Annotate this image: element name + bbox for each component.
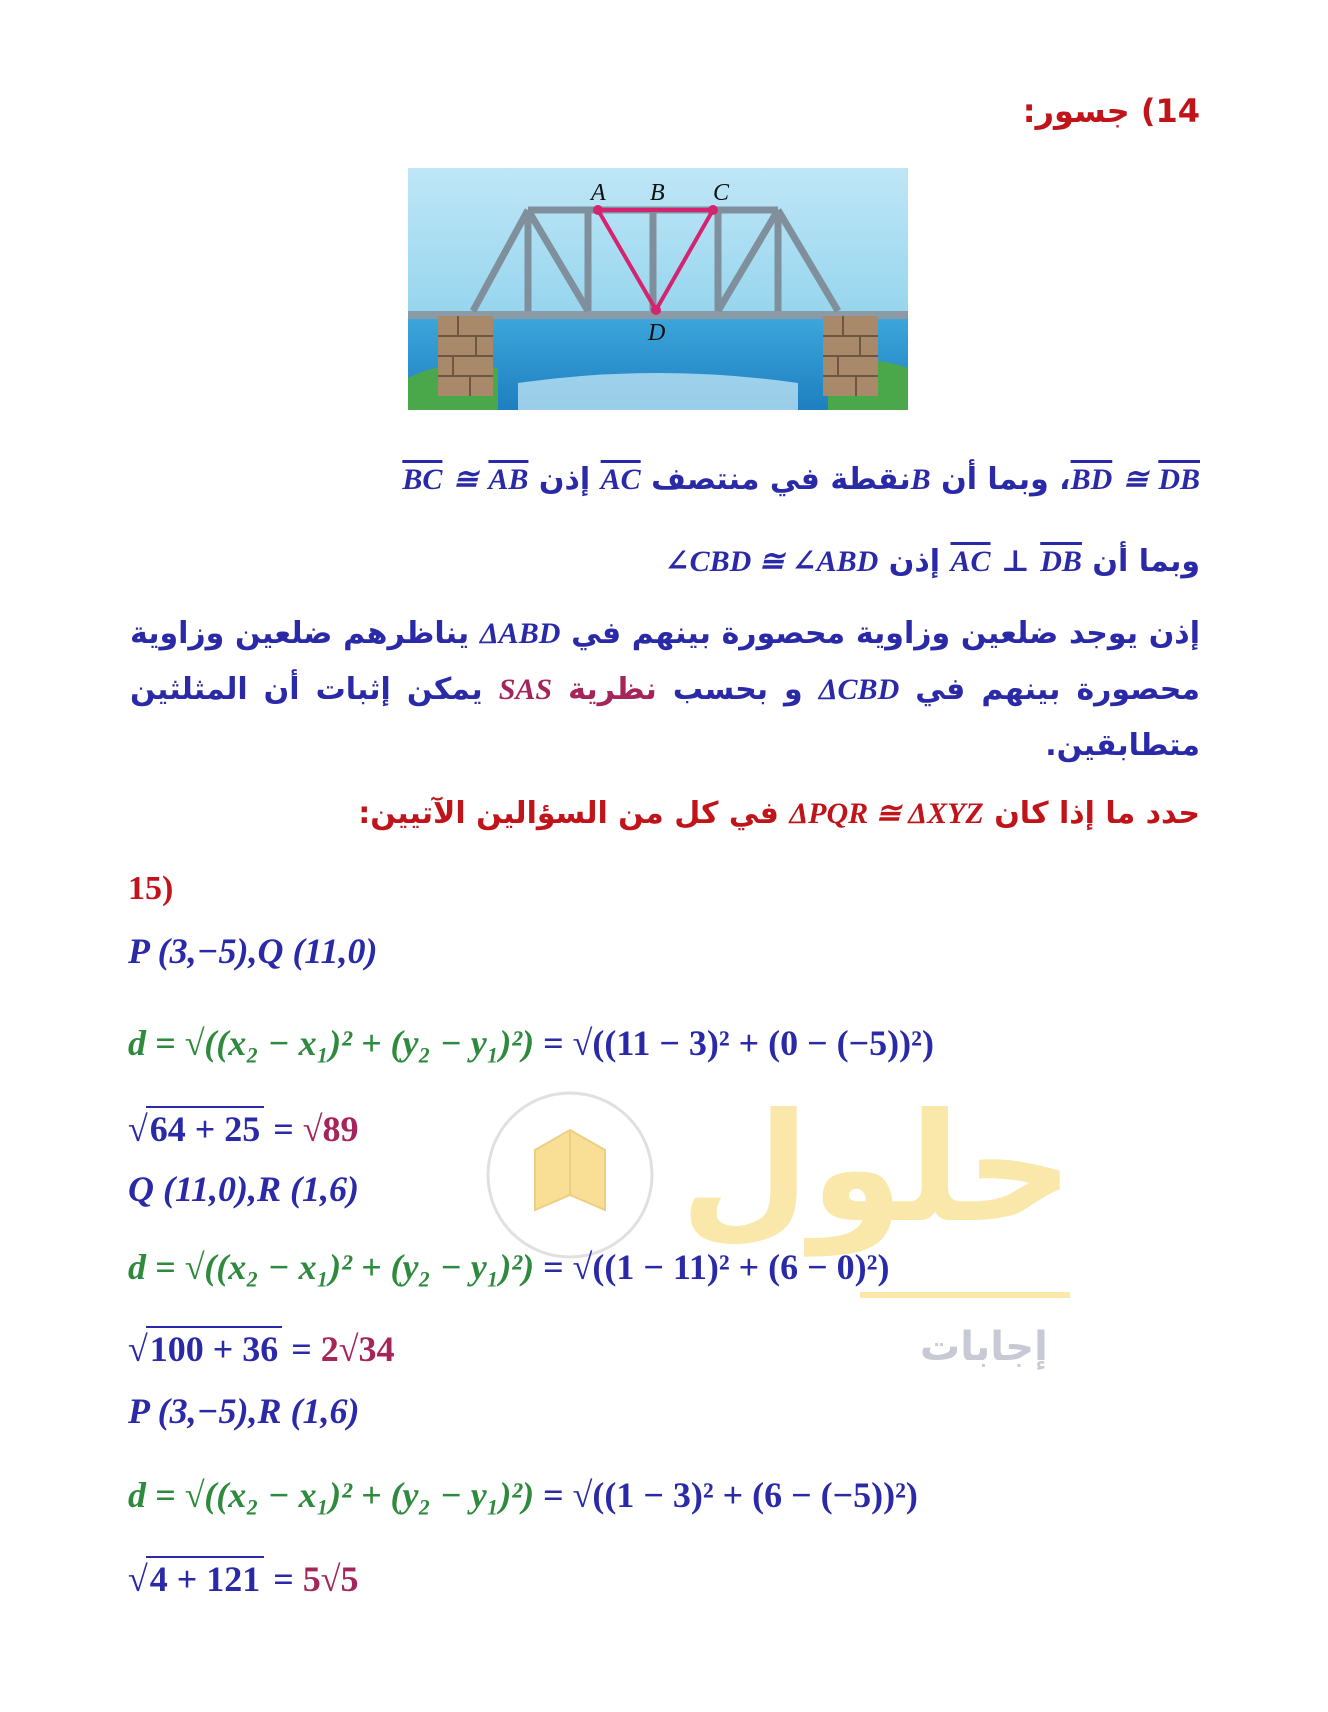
watermark-logo	[480, 1060, 1080, 1390]
text-sas-c: و بحسب	[672, 672, 803, 707]
comma: ،	[1048, 462, 1071, 497]
question-number-15: 15	[128, 870, 162, 907]
segment-bc: BC	[402, 463, 443, 496]
text-determine-a: حدد ما إذا كان	[994, 796, 1200, 831]
text-since-2: وبما أن	[1081, 544, 1200, 579]
paragraph-4	[358, 786, 1200, 842]
pr-distance	[128, 1474, 918, 1516]
distance-formula-2: d = √((x₂ − x₁)² + (y₂ − y₁)²)	[128, 1247, 535, 1287]
pq-distance	[128, 1022, 934, 1064]
question-title: جسور:	[1022, 92, 1130, 130]
distance-formula-3: d = √((x₂ − x₁)² + (y₂ − y₁)²)	[128, 1475, 535, 1515]
qr-points: Q (11,0),R (1,6)	[128, 1169, 359, 1209]
left-pier	[438, 316, 493, 396]
right-pier	[823, 316, 878, 396]
question-15-number: 15)	[128, 870, 174, 907]
triangle-abd: ΔABD	[479, 617, 561, 650]
point-b: B	[910, 463, 931, 496]
congruent-symbol: ≅	[1122, 463, 1148, 496]
distance-substitution: = √((11 − 3)² + (0 − (−5))²)	[543, 1023, 934, 1063]
segment-ab: AB	[488, 463, 529, 496]
distance-substitution-3: = √((1 − 3)² + (6 − (−5))²)	[543, 1475, 918, 1515]
pq-simplify: √64 + 25 = √89	[128, 1106, 359, 1150]
pr-points: P (3,−5),R (1,6)	[128, 1391, 360, 1431]
pq-result: √89	[302, 1109, 359, 1149]
watermark-sub-text: إجابات	[920, 1324, 1048, 1370]
paragraph-3	[130, 606, 1200, 774]
congruent-symbol-2: ≅	[452, 463, 478, 496]
distance-substitution-2: = √((1 − 11)² + (6 − 0)²)	[543, 1247, 890, 1287]
text-sas-d: يمكن إثبات أن المثلثين متطابقين.	[130, 672, 1200, 763]
qr-result: 2√34	[320, 1329, 395, 1369]
segment-ac-2: AC	[950, 545, 991, 578]
text-then: إذن	[528, 462, 601, 497]
question-14-header	[1023, 92, 1200, 130]
angle-congruence: ∠CBD ≅ ∠ABD	[664, 545, 879, 578]
theorem-word: نظرية	[568, 672, 657, 707]
label-a: A	[591, 180, 606, 206]
pr-result: 5√5	[302, 1559, 359, 1599]
qr-simplify: √100 + 36 = 2√34	[128, 1326, 395, 1370]
paragraph-2	[665, 534, 1200, 590]
text-sas-a: إذن يوجد ضلعين وزاوية محصورة بينهم في	[571, 616, 1200, 651]
pq-sum: 64 + 25	[146, 1106, 265, 1150]
text-since: وبما أن	[930, 462, 1049, 497]
segment-ac: AC	[600, 463, 641, 496]
segment-db-2: DB	[1040, 545, 1082, 578]
text-then-2: إذن	[878, 544, 941, 579]
segment-db: DB	[1158, 463, 1200, 496]
triangle-cbd: ΔCBD	[818, 673, 900, 706]
text-midpoint: منتصف	[640, 462, 770, 497]
triangle-congruence: ΔPQR ≅ ΔXYZ	[789, 797, 984, 830]
label-d: D	[648, 320, 666, 346]
pq-points: P (3,−5),Q (11,0)	[128, 931, 378, 971]
distance-formula: d = √((x₂ − x₁)² + (y₂ − y₁)²)	[128, 1023, 535, 1063]
segment-bd: BD	[1070, 463, 1113, 496]
perpendicular-symbol: ⊥	[1000, 545, 1030, 578]
qr-distance	[128, 1246, 889, 1288]
text-point: نقطة في	[769, 462, 911, 497]
qr-sum: 100 + 36	[146, 1326, 283, 1370]
paragraph-1	[402, 452, 1200, 508]
bridge-figure	[408, 168, 908, 410]
watermark-logo-text: حلول	[680, 1082, 1074, 1256]
question-number: 14)	[1140, 92, 1200, 130]
pr-sum: 4 + 121	[146, 1556, 265, 1600]
text-determine-b: في كل من السؤالين الآتيين:	[358, 796, 779, 831]
label-c: C	[713, 180, 730, 206]
text-sas-b: يناظرهم ضلعين وزاوية محصورة بينهم في	[130, 616, 1200, 707]
pr-simplify: √4 + 121 = 5√5	[128, 1556, 359, 1600]
label-b: B	[650, 180, 665, 206]
sas-label: SAS	[498, 673, 553, 706]
